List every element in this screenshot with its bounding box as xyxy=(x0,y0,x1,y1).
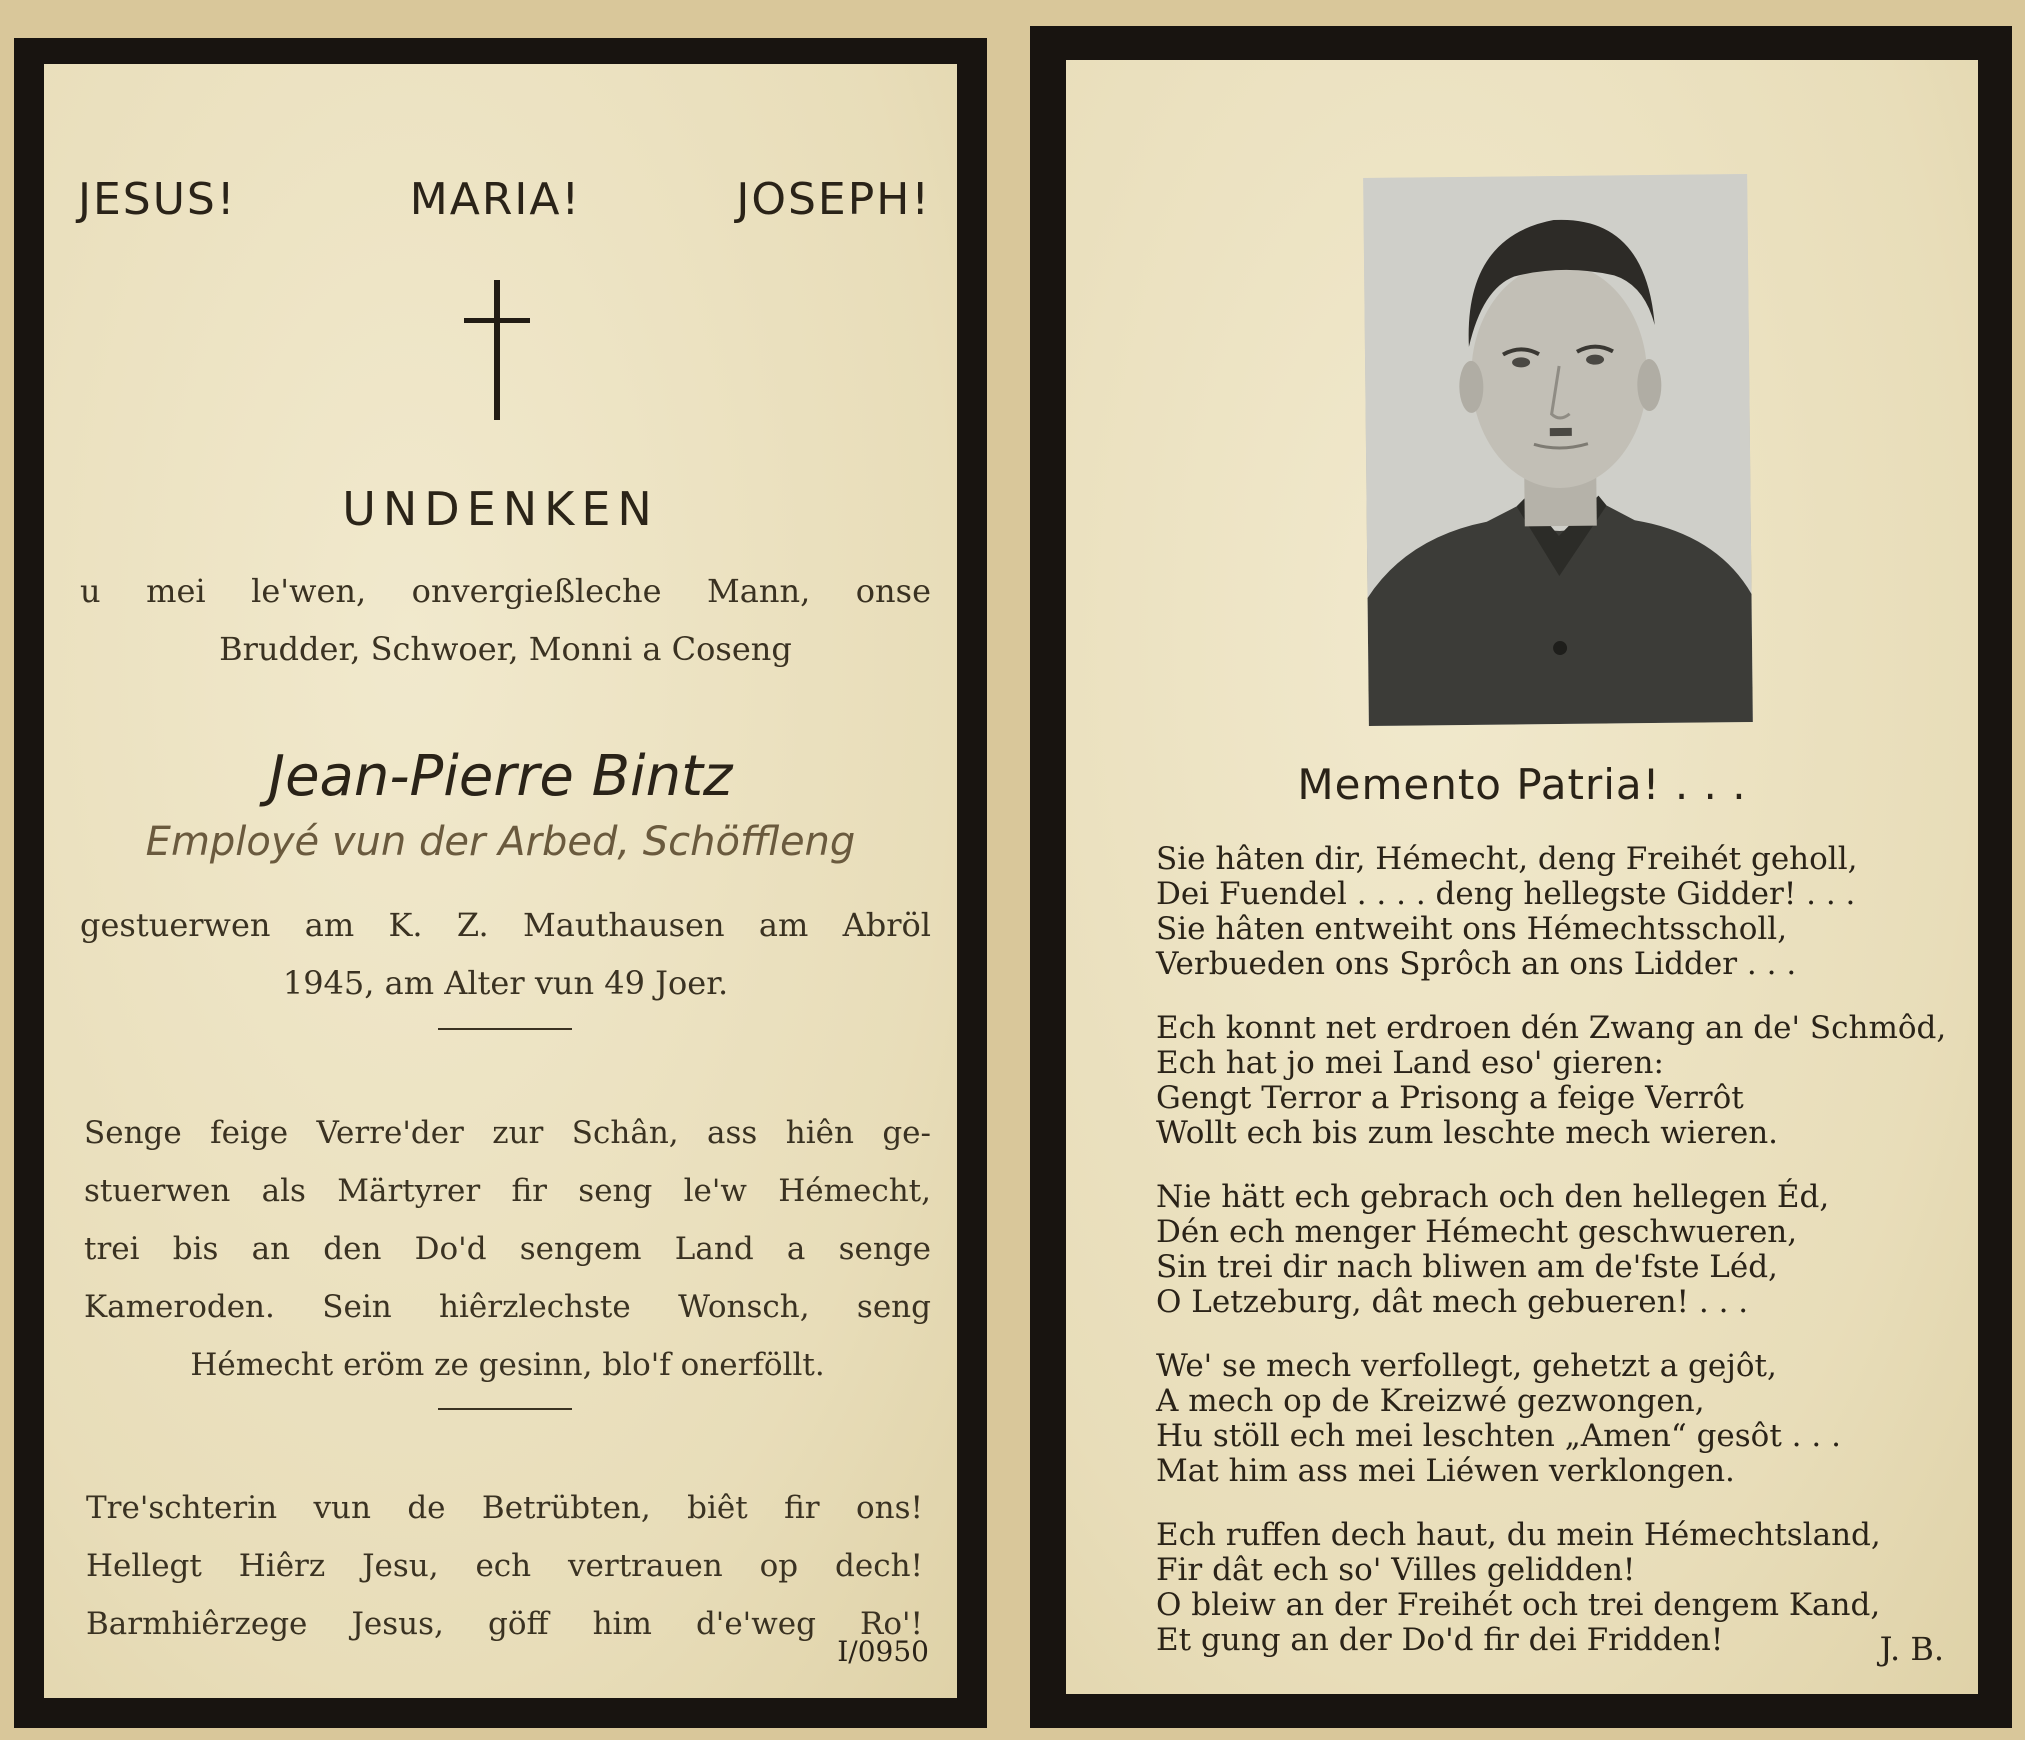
heading: UNDENKEN xyxy=(342,482,659,536)
poem-line: Dei Fuendel . . . . deng hellegste Gidder! . . . xyxy=(1156,876,1856,912)
holy-name-joseph: JOSEPH! xyxy=(736,174,931,225)
poem-stanza xyxy=(1156,1518,1958,1658)
poem-line: Fir dât ech so' Villes gelidden! xyxy=(1156,1552,1636,1588)
poem-line: We' se mech verfollegt, gehetzt a gejôt, xyxy=(1156,1348,1777,1384)
intro-text xyxy=(80,562,931,678)
serial-number: I/0950 xyxy=(837,1635,929,1668)
paragraph-line: Senge feige Verre'der zur Schân, ass hiên ge- xyxy=(84,1115,931,1151)
poem-line: Sie hâten entweiht ons Hémechtsscholl, xyxy=(1156,911,1788,947)
card-paper xyxy=(1066,60,1978,1694)
poem-line: Ech hat jo mei Land eso' gieren: xyxy=(1156,1045,1664,1081)
poem-line: Hu stöll ech mei leschten „Amen“ gesôt . . . xyxy=(1156,1418,1841,1454)
paragraph-line: trei bis an den Do'd sengem Land a senge xyxy=(84,1231,931,1267)
tribute-paragraph xyxy=(84,1104,931,1394)
memorial-card-left xyxy=(14,38,987,1728)
death-details xyxy=(80,896,931,1012)
poem-stanza xyxy=(1156,842,1958,982)
poem-stanza xyxy=(1156,1180,1958,1320)
poem-line: O Letzeburg, dât mech gebueren! . . . xyxy=(1156,1284,1749,1320)
poem-line: Verbueden ons Sprôch an ons Lidder . . . xyxy=(1156,946,1797,982)
poem-line: O bleiw an der Freihét och trei dengem Kand, xyxy=(1156,1587,1881,1623)
poem-line: Ech ruffen dech haut, du mein Hémechtsland, xyxy=(1156,1517,1881,1553)
divider xyxy=(438,1028,572,1030)
portrait-photo xyxy=(1363,174,1753,726)
poem-line: Dén ech menger Hémecht geschwueren, xyxy=(1156,1214,1798,1250)
prayer-line: Barmhiêrzege Jesus, göff him d'e'weg Ro'! xyxy=(86,1606,923,1642)
prayer-line: Hellegt Hiêrz Jesu, ech vertrauen op dech! xyxy=(86,1548,923,1584)
poem-line: Nie hätt ech gebrach och den hellegen Éd, xyxy=(1156,1179,1830,1215)
death-line: 1945, am Alter vun 49 Joer. xyxy=(282,964,729,1002)
poem-line: Ech konnt net erdroen dén Zwang an de' Schmôd, xyxy=(1156,1010,1947,1046)
poem-line: A mech op de Kreizwé gezwongen, xyxy=(1156,1383,1705,1419)
poem-stanza xyxy=(1156,1011,1958,1151)
poem-line: Et gung an der Do'd fir dei Fridden! xyxy=(1156,1622,1724,1658)
paragraph-line: stuerwen als Märtyrer fir seng le'w Hémecht, xyxy=(84,1173,931,1209)
intro-line: u mei le'wen, onvergießleche Mann, onse xyxy=(80,572,931,610)
holy-names-row xyxy=(78,174,931,225)
poem-line: Sie hâten dir, Hémecht, deng Freihét geholl, xyxy=(1156,841,1858,877)
occupation: Employé vun der Arbed, Schöffleng xyxy=(145,819,856,865)
poem-stanza xyxy=(1156,1349,1958,1489)
prayer-line: Tre'schterin vun de Betrübten, biêt fir ons! xyxy=(86,1490,923,1526)
paragraph-line: Kameroden. Sein hiêrzlechste Wonsch, seng xyxy=(84,1289,931,1325)
holy-name-maria: MARIA! xyxy=(409,174,582,225)
holy-name-jesus: JESUS! xyxy=(78,174,237,225)
poem-line: Wollt ech bis zum leschte mech wieren. xyxy=(1156,1115,1779,1151)
poem-line: Sin trei dir nach bliwen am de'fste Léd, xyxy=(1156,1249,1778,1285)
poem-line: Mat him ass mei Liéwen verklongen. xyxy=(1156,1453,1735,1489)
memorial-card-right xyxy=(1030,26,2012,1728)
divider xyxy=(438,1408,572,1410)
deceased-name: Jean-Pierre Bintz xyxy=(268,744,733,809)
cross-icon xyxy=(464,280,530,420)
author-initials: J. B. xyxy=(1879,1630,1944,1668)
prayers xyxy=(86,1479,923,1653)
intro-line: Brudder, Schwoer, Monni a Coseng xyxy=(219,630,792,668)
poem-line: Gengt Terror a Prisong a feige Verrôt xyxy=(1156,1080,1744,1116)
poem xyxy=(1156,842,1958,1687)
photo-caption: Memento Patria! . . . xyxy=(1297,760,1747,809)
card-paper xyxy=(44,64,957,1698)
paragraph-line: Hémecht eröm ze gesinn, blo'f onerföllt. xyxy=(190,1347,825,1383)
death-line: gestuerwen am K. Z. Mauthausen am Abröl xyxy=(80,906,931,944)
